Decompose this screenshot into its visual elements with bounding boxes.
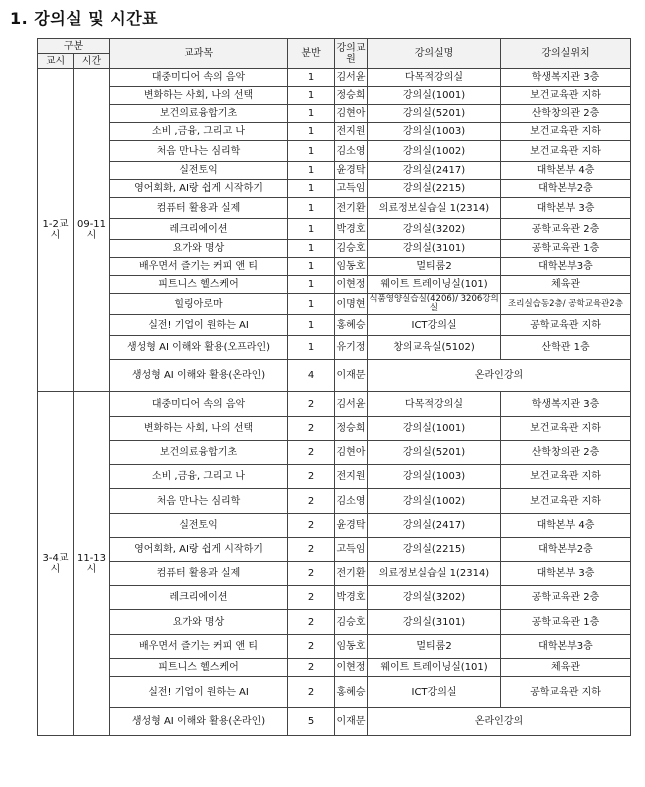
course-cell: 소비 ,금융, 그리고 나 [110, 465, 288, 489]
room-name-cell: 강의실(3101) [368, 240, 501, 258]
section-cell: 1 [288, 336, 335, 360]
room-name-cell: ICT강의실 [368, 677, 501, 708]
section-cell: 1 [288, 123, 335, 141]
room-location-cell: 대학본부3층 [501, 258, 631, 276]
room-name-cell: 강의실(2215) [368, 180, 501, 198]
instructor-cell: 김소영 [335, 489, 368, 514]
section-cell: 1 [288, 141, 335, 162]
room-name-cell: 웨이트 트레이닝실(101) [368, 659, 501, 677]
room-name-cell: 의료정보실습실 1(2314) [368, 198, 501, 219]
page-title: 1. 강의실 및 시간표 [10, 9, 159, 28]
period-cell: 1-2교시 [38, 69, 74, 392]
section-cell: 5 [288, 708, 335, 736]
course-cell: 보건의료융합기초 [110, 105, 288, 123]
section-cell: 2 [288, 610, 335, 635]
instructor-cell: 김서윤 [335, 392, 368, 417]
table-row [38, 123, 631, 141]
room-name-cell: 강의실(1001) [368, 417, 501, 441]
course-cell: 생성형 AI 이해와 활용(온라인) [110, 360, 288, 392]
section-cell: 2 [288, 538, 335, 562]
table-row [38, 392, 631, 417]
table-row [38, 708, 631, 736]
header-section: 분반 [288, 39, 335, 69]
header-course: 교과목 [110, 39, 288, 69]
table-row [38, 441, 631, 465]
room-location-cell: 대학본부 3층 [501, 198, 631, 219]
instructor-cell: 전기환 [335, 198, 368, 219]
room-location-cell: 대학본부3층 [501, 635, 631, 659]
section-cell: 1 [288, 198, 335, 219]
room-name-cell: 강의실(1003) [368, 465, 501, 489]
course-cell: 영어회화, AI랑 쉽게 시작하기 [110, 538, 288, 562]
instructor-cell: 정승희 [335, 417, 368, 441]
room-name-cell: 다목적강의실 [368, 392, 501, 417]
course-cell: 요가와 명상 [110, 240, 288, 258]
table-row [38, 69, 631, 87]
instructor-cell: 박경호 [335, 586, 368, 610]
room-name-cell: 강의실(1002) [368, 489, 501, 514]
section-cell: 2 [288, 417, 335, 441]
room-location-cell: 보건교육관 지하 [501, 141, 631, 162]
instructor-cell: 이현정 [335, 659, 368, 677]
table-row [38, 258, 631, 276]
table-row [38, 276, 631, 294]
course-cell: 힐링아로마 [110, 294, 288, 315]
instructor-cell: 이명현 [335, 294, 368, 315]
section-cell: 2 [288, 659, 335, 677]
instructor-cell: 김소영 [335, 141, 368, 162]
course-cell: 처음 만나는 심리학 [110, 489, 288, 514]
room-location-cell: 체육관 [501, 276, 631, 294]
room-location-cell: 조리실습동2층/ 공학교육관2층 [501, 294, 631, 315]
instructor-cell: 박경호 [335, 219, 368, 240]
course-cell: 컴퓨터 활용과 실제 [110, 562, 288, 586]
room-location-cell: 대학본부 3층 [501, 562, 631, 586]
room-name-cell: 다목적강의실 [368, 69, 501, 87]
section-cell: 1 [288, 258, 335, 276]
room-name-cell: 의료정보실습실 1(2314) [368, 562, 501, 586]
instructor-cell: 정승희 [335, 87, 368, 105]
room-name-cell: ICT강의실 [368, 315, 501, 336]
instructor-cell: 김승호 [335, 610, 368, 635]
table-row [38, 659, 631, 677]
room-name-cell: 강의실(2215) [368, 538, 501, 562]
table-row [38, 610, 631, 635]
room-location-cell: 학생복지관 3층 [501, 392, 631, 417]
room-name-cell: 온라인강의 [368, 360, 631, 392]
course-cell: 영어회화, AI랑 쉽게 시작하기 [110, 180, 288, 198]
section-cell: 1 [288, 219, 335, 240]
instructor-cell: 임동호 [335, 635, 368, 659]
table-row [38, 141, 631, 162]
section-cell: 4 [288, 360, 335, 392]
room-location-cell: 공학교육관 1층 [501, 610, 631, 635]
header-period: 교시 [38, 54, 74, 69]
room-name-cell: 강의실(1001) [368, 87, 501, 105]
room-location-cell: 학생복지관 3층 [501, 69, 631, 87]
table-header [38, 39, 631, 69]
instructor-cell: 김현아 [335, 441, 368, 465]
schedule-table [37, 38, 631, 736]
instructor-cell: 홍혜승 [335, 315, 368, 336]
section-cell: 2 [288, 562, 335, 586]
section-cell: 2 [288, 489, 335, 514]
instructor-cell: 김현아 [335, 105, 368, 123]
table-row [38, 562, 631, 586]
room-name-cell: 멀티룸2 [368, 635, 501, 659]
instructor-cell: 이현정 [335, 276, 368, 294]
course-cell: 실전! 기업이 원하는 AI [110, 315, 288, 336]
header-instructor: 강의교원 [335, 39, 368, 69]
room-name-cell: 창의교육실(5102) [368, 336, 501, 360]
table-row [38, 315, 631, 336]
instructor-cell: 전기환 [335, 562, 368, 586]
section-cell: 1 [288, 240, 335, 258]
table-row [38, 360, 631, 392]
course-cell: 대중미디어 속의 음악 [110, 392, 288, 417]
section-cell: 2 [288, 586, 335, 610]
course-cell: 실전토익 [110, 162, 288, 180]
course-cell: 레크리에이션 [110, 586, 288, 610]
table-body [38, 69, 631, 736]
instructor-cell: 윤경탁 [335, 514, 368, 538]
course-cell: 소비 ,금융, 그리고 나 [110, 123, 288, 141]
room-name-cell: 웨이트 트레이닝실(101) [368, 276, 501, 294]
room-location-cell: 공학교육관 1층 [501, 240, 631, 258]
time-cell: 11-13시 [74, 392, 110, 736]
room-location-cell: 보건교육관 지하 [501, 417, 631, 441]
instructor-cell: 김서윤 [335, 69, 368, 87]
room-name-cell: 강의실(5201) [368, 105, 501, 123]
room-location-cell: 대학본부 4층 [501, 162, 631, 180]
instructor-cell: 전지원 [335, 465, 368, 489]
instructor-cell: 이재문 [335, 360, 368, 392]
course-cell: 요가와 명상 [110, 610, 288, 635]
room-name-cell: 강의실(5201) [368, 441, 501, 465]
room-location-cell: 공학교육관 지하 [501, 677, 631, 708]
course-cell: 배우면서 즐기는 커피 앤 티 [110, 258, 288, 276]
course-cell: 대중미디어 속의 음악 [110, 69, 288, 87]
table-row [38, 336, 631, 360]
header-room-name: 강의실명 [368, 39, 501, 69]
instructor-cell: 김승호 [335, 240, 368, 258]
table-row [38, 538, 631, 562]
section-cell: 1 [288, 294, 335, 315]
instructor-cell: 윤경탁 [335, 162, 368, 180]
course-cell: 처음 만나는 심리학 [110, 141, 288, 162]
room-name-cell: 강의실(3202) [368, 219, 501, 240]
instructor-cell: 고득임 [335, 538, 368, 562]
header-time: 시간 [74, 54, 110, 69]
table-row [38, 465, 631, 489]
room-name-cell: 강의실(1002) [368, 141, 501, 162]
instructor-cell: 전지원 [335, 123, 368, 141]
instructor-cell: 유기정 [335, 336, 368, 360]
room-name-cell: 온라인강의 [368, 708, 631, 736]
room-location-cell: 산학창의관 2층 [501, 105, 631, 123]
section-cell: 2 [288, 392, 335, 417]
room-name-cell: 강의실(1003) [368, 123, 501, 141]
time-cell: 09-11시 [74, 69, 110, 392]
section-cell: 2 [288, 514, 335, 538]
course-cell: 보건의료융합기초 [110, 441, 288, 465]
course-cell: 생성형 AI 이해와 활용(오프라인) [110, 336, 288, 360]
table-row [38, 635, 631, 659]
course-cell: 실전토익 [110, 514, 288, 538]
table-row [38, 586, 631, 610]
header-room-location: 강의실위치 [501, 39, 631, 69]
room-location-cell: 대학본부2층 [501, 180, 631, 198]
table-row [38, 87, 631, 105]
room-name-cell: 강의실(3101) [368, 610, 501, 635]
table-row [38, 198, 631, 219]
instructor-cell: 이재문 [335, 708, 368, 736]
room-name-cell: 강의실(2417) [368, 162, 501, 180]
room-location-cell: 대학본부 4층 [501, 514, 631, 538]
instructor-cell: 홍혜승 [335, 677, 368, 708]
room-location-cell: 산학창의관 2층 [501, 441, 631, 465]
room-name-cell: 강의실(2417) [368, 514, 501, 538]
table-row [38, 219, 631, 240]
room-location-cell: 보건교육관 지하 [501, 123, 631, 141]
course-cell: 생성형 AI 이해와 활용(온라인) [110, 708, 288, 736]
section-cell: 1 [288, 69, 335, 87]
room-name-cell: 강의실(3202) [368, 586, 501, 610]
instructor-cell: 고득임 [335, 180, 368, 198]
table-row [38, 489, 631, 514]
room-location-cell: 공학교육관 지하 [501, 315, 631, 336]
room-location-cell: 대학본부2층 [501, 538, 631, 562]
table-row [38, 105, 631, 123]
header-group: 구분 [38, 39, 110, 54]
table-row [38, 677, 631, 708]
period-cell: 3-4교시 [38, 392, 74, 736]
room-name-cell: 멀티룸2 [368, 258, 501, 276]
table-row [38, 162, 631, 180]
section-cell: 2 [288, 441, 335, 465]
course-cell: 컴퓨터 활용과 실제 [110, 198, 288, 219]
room-location-cell: 체육관 [501, 659, 631, 677]
section-cell: 1 [288, 162, 335, 180]
room-location-cell: 공학교육관 2층 [501, 586, 631, 610]
table-row [38, 417, 631, 441]
section-cell: 1 [288, 315, 335, 336]
section-cell: 1 [288, 276, 335, 294]
course-cell: 실전! 기업이 원하는 AI [110, 677, 288, 708]
table-row [38, 180, 631, 198]
course-cell: 변화하는 사회, 나의 선택 [110, 87, 288, 105]
section-cell: 1 [288, 180, 335, 198]
table-row [38, 514, 631, 538]
room-location-cell: 보건교육관 지하 [501, 465, 631, 489]
room-name-cell: 식품영양실습실(4206)/ 3206강의실 [369, 294, 499, 313]
course-cell: 피트니스 헬스케어 [110, 659, 288, 677]
section-cell: 2 [288, 635, 335, 659]
section-cell: 1 [288, 105, 335, 123]
instructor-cell: 임동호 [335, 258, 368, 276]
table-row [38, 240, 631, 258]
course-cell: 변화하는 사회, 나의 선택 [110, 417, 288, 441]
course-cell: 레크리에이션 [110, 219, 288, 240]
course-cell: 배우면서 즐기는 커피 앤 티 [110, 635, 288, 659]
room-location-cell: 보건교육관 지하 [501, 87, 631, 105]
section-cell: 2 [288, 677, 335, 708]
table-row [38, 294, 631, 315]
course-cell: 피트니스 헬스케어 [110, 276, 288, 294]
section-cell: 2 [288, 465, 335, 489]
room-location-cell: 보건교육관 지하 [501, 489, 631, 514]
section-cell: 1 [288, 87, 335, 105]
room-location-cell: 산학관 1층 [501, 336, 631, 360]
room-location-cell: 공학교육관 2층 [501, 219, 631, 240]
